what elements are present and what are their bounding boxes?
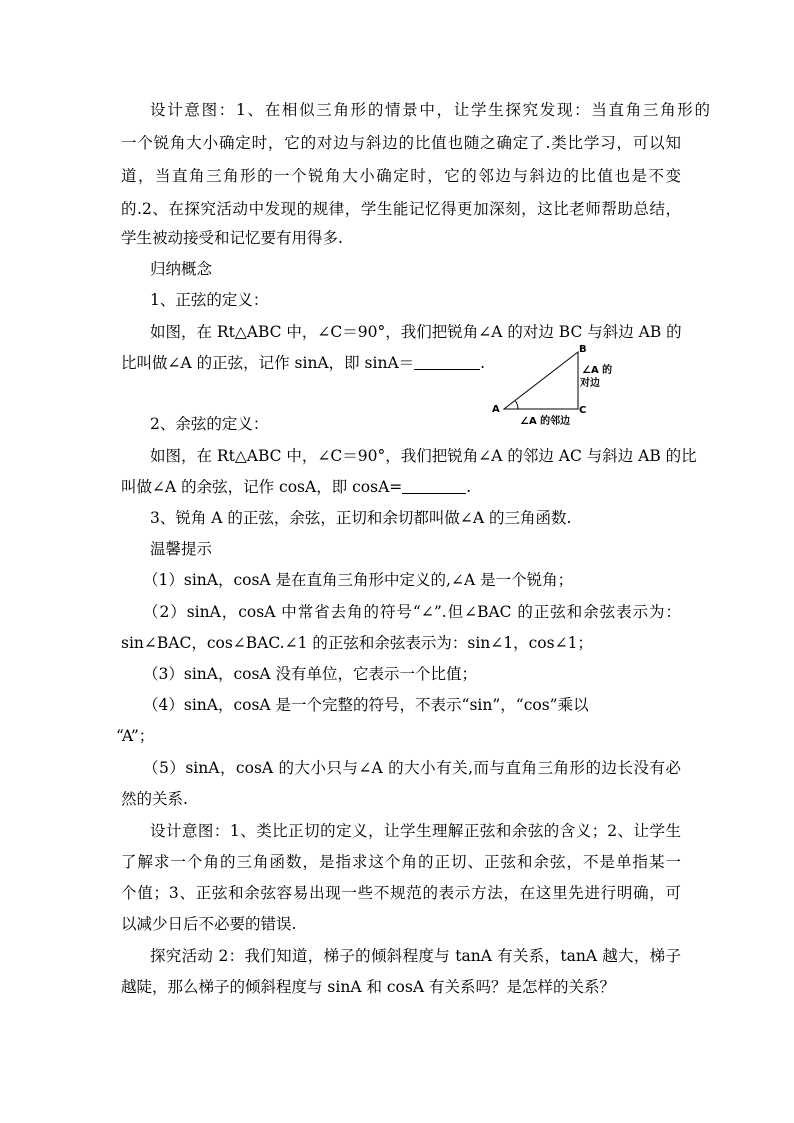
triangle-shape (504, 352, 578, 409)
paragraph-line: 道，当直角三角形的一个锐角大小确定时，它的邻边与斜边的比值也是不变 (121, 167, 681, 185)
angle-arc (516, 401, 519, 409)
tip-item: 然的关系. (121, 790, 188, 808)
paragraph-line: 了解求一个角的三角函数，是指求这个角的正切、正弦和余弦，不是单指某一 (121, 853, 681, 871)
adjacent-side-label: ∠A 的邻边 (520, 416, 571, 427)
opposite-side-label: ∠A 的 (582, 365, 613, 376)
tip-item: “A”； (116, 727, 155, 745)
paragraph-line: 一个锐角大小确定时，它的对边与斜边的比值也随之确定了.类比学习，可以知 (121, 134, 681, 152)
section-heading: 1、正弦的定义： (150, 291, 269, 309)
paragraph-line: 3、锐角 A 的正弦，余弦，正切和余切都叫做∠A 的三角函数. (150, 509, 572, 527)
paragraph-line: 越陡，那么梯子的倾斜程度与 sinA 和 cosA 有关系吗？是怎样的关系？ (121, 978, 615, 996)
cosine-definition-text: 叫做∠A 的余弦，记作 cosA，即 cosA= (121, 478, 403, 496)
tip-item: （5）sinA，cosA 的大小只与∠A 的大小有关,而与直角三角形的边长没有必 (143, 759, 681, 777)
tip-item: （4）sinA，cosA 是一个完整的符号，不表示“sin”，“cos”乘以 (143, 696, 589, 714)
vertex-label-b: B (579, 344, 587, 355)
vertex-label-c: C (579, 405, 587, 416)
tip-item: （1）sinA，cosA 是在直角三角形中定义的,∠A 是一个锐角； (143, 571, 574, 589)
tip-item: （3）sinA，cosA 没有单位，它表示一个比值； (143, 665, 478, 683)
tip-item: sin∠BAC，cos∠BAC.∠1 的正弦和余弦表示为：sin∠1，cos∠1； (121, 634, 593, 652)
paragraph-line: 探究活动 2：我们知道，梯子的倾斜程度与 tanA 有关系，tanA 越大，梯子 (150, 947, 681, 965)
paragraph-line (121, 477, 681, 497)
paragraph-line: 如图，在 Rt△ABC 中，∠C＝90°，我们把锐角∠A 的邻边 AC 与斜边 AB 的比 (150, 447, 697, 465)
sentence-end: . (466, 478, 472, 496)
answer-blank (414, 355, 480, 370)
tip-item: （2）sinA，cosA 中常省去角的符号“∠”.但∠BAC 的正弦和余弦表示为： (143, 603, 681, 621)
paragraph-line: 设计意图：1、在相似三角形的情景中，让学生探究发现：当直角三角形的 (150, 101, 710, 119)
vertex-label-a: A (492, 404, 500, 415)
sine-definition-text: 比叫做∠A 的正弦，记作 sinA，即 sinA＝ (121, 354, 415, 372)
section-heading: 温馨提示 (150, 540, 213, 558)
paragraph-line: 设计意图：1、类比正切的定义，让学生理解正弦和余弦的含义；2、让学生 (150, 822, 681, 840)
paragraph-line: 个值；3、正弦和余弦容易出现一些不规范的表示方法，在这里先进行明确，可 (121, 884, 681, 902)
section-heading: 2、余弦的定义： (150, 415, 269, 433)
section-heading: 归纳概念 (150, 260, 213, 278)
paragraph-line: 学生被动接受和记忆要有用得多. (121, 229, 343, 247)
paragraph-line: 以减少日后不必要的错误. (121, 915, 297, 933)
answer-blank (402, 479, 466, 494)
opposite-side-label: 对边 (580, 378, 600, 389)
paragraph-line: 的.2、在探究活动中发现的规律，学生能记忆得更加深刻，这比老师帮助总结， (121, 200, 681, 218)
sentence-end: . (480, 354, 486, 372)
paragraph-line: 如图，在 Rt△ABC 中，∠C＝90°，我们把锐角∠A 的对边 BC 与斜边 AB 的 (150, 323, 682, 341)
